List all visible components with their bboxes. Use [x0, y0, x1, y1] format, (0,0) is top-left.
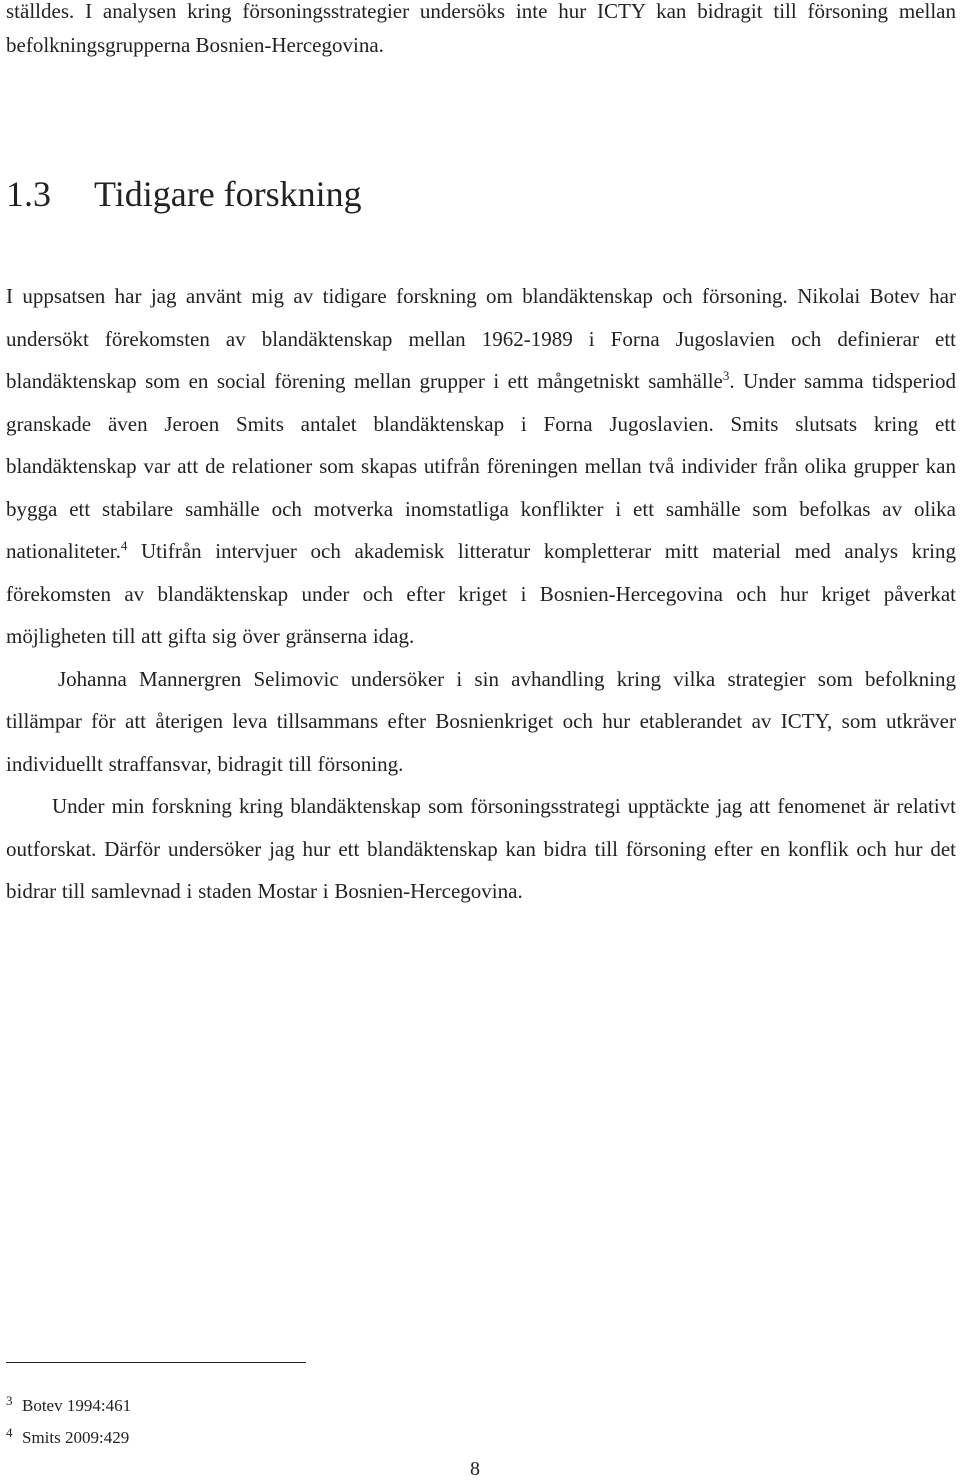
paragraph-previous-research	[6, 275, 956, 658]
paragraph-selimovic: Johanna Mannergren Selimovic undersöker i sin avhandling kring vilka strategier som befolkning tillämpar för att återigen leva tillsammans efter Bosnienkriget och hur etablerandet av ICTY, som utkräver individuellt straffansvar, bidragit till försoning.	[6, 666, 956, 776]
paragraph-text: I uppsatsen har jag använt mig av tidigare forskning om blandäktenskap och försoning. Nikolai Botev har undersökt förekomsten av blandäktenskap mellan 1962-1989 i Forna Jugoslavien och definierar ett blandäktenskap som en social förening mellan grupper i ett mångetniskt samhälle	[6, 284, 956, 393]
paragraph-text: . Under samma tidsperiod granskade även Jeroen Smits antalet blandäktenskap i Forna Jugoslavien. Smits slutsats kring ett blandäktenskap var att de relationer som skapas utifrån föreningen mellan två individer från olika grupper kan bygga ett stabilare samhälle och motverka inomstatliga konflikter i ett samhälle som befolkas av olika nationaliteter.	[6, 369, 956, 563]
section-heading	[6, 170, 362, 218]
section-body	[6, 275, 956, 913]
footnote-item: 3 Botev 1994:461	[6, 1393, 132, 1415]
intro-paragraph: ställdes. I analysen kring försoningsstrategier undersöks inte hur ICTY kan bidragit till försoning mellan befolkningsgrupperna Bosnien-Hercegovina.	[6, 0, 956, 57]
footnote-text: Botev 1994:461	[22, 1396, 132, 1415]
footnote-item: 4 Smits 2009:429	[6, 1425, 130, 1447]
footnotes	[6, 1390, 131, 1454]
footnote-reference[interactable]: 3	[722, 368, 730, 383]
paragraph-text: Utifrån intervjuer och akademisk litteratur kompletterar mitt material med analys kring förekomsten av blandäktenskap under och efter kriget i Bosnien-Hercegovina och hur kriget påverkat möjligheten till att gifta sig över gränserna idag.	[6, 539, 956, 648]
paragraph-own-research: Under min forskning kring blandäktenskap som försoningsstrategi upptäckte jag att fenomenet är relativt outforskat. Därför undersöker jag hur ett blandäktenskap kan bidra till försoning efter en konflik och hur det bidrar till samlevnad i staden Mostar i Bosnien-Hercegovina.	[6, 794, 956, 903]
footnote-divider	[6, 1362, 306, 1363]
section-title: Tidigare forskning	[94, 174, 362, 214]
footnote-reference[interactable]: 4	[120, 538, 128, 553]
footnote-text: Smits 2009:429	[22, 1428, 130, 1447]
document-page	[6, 0, 956, 1480]
page-number: 8	[470, 1458, 480, 1480]
section-number: 1.3	[6, 174, 51, 214]
